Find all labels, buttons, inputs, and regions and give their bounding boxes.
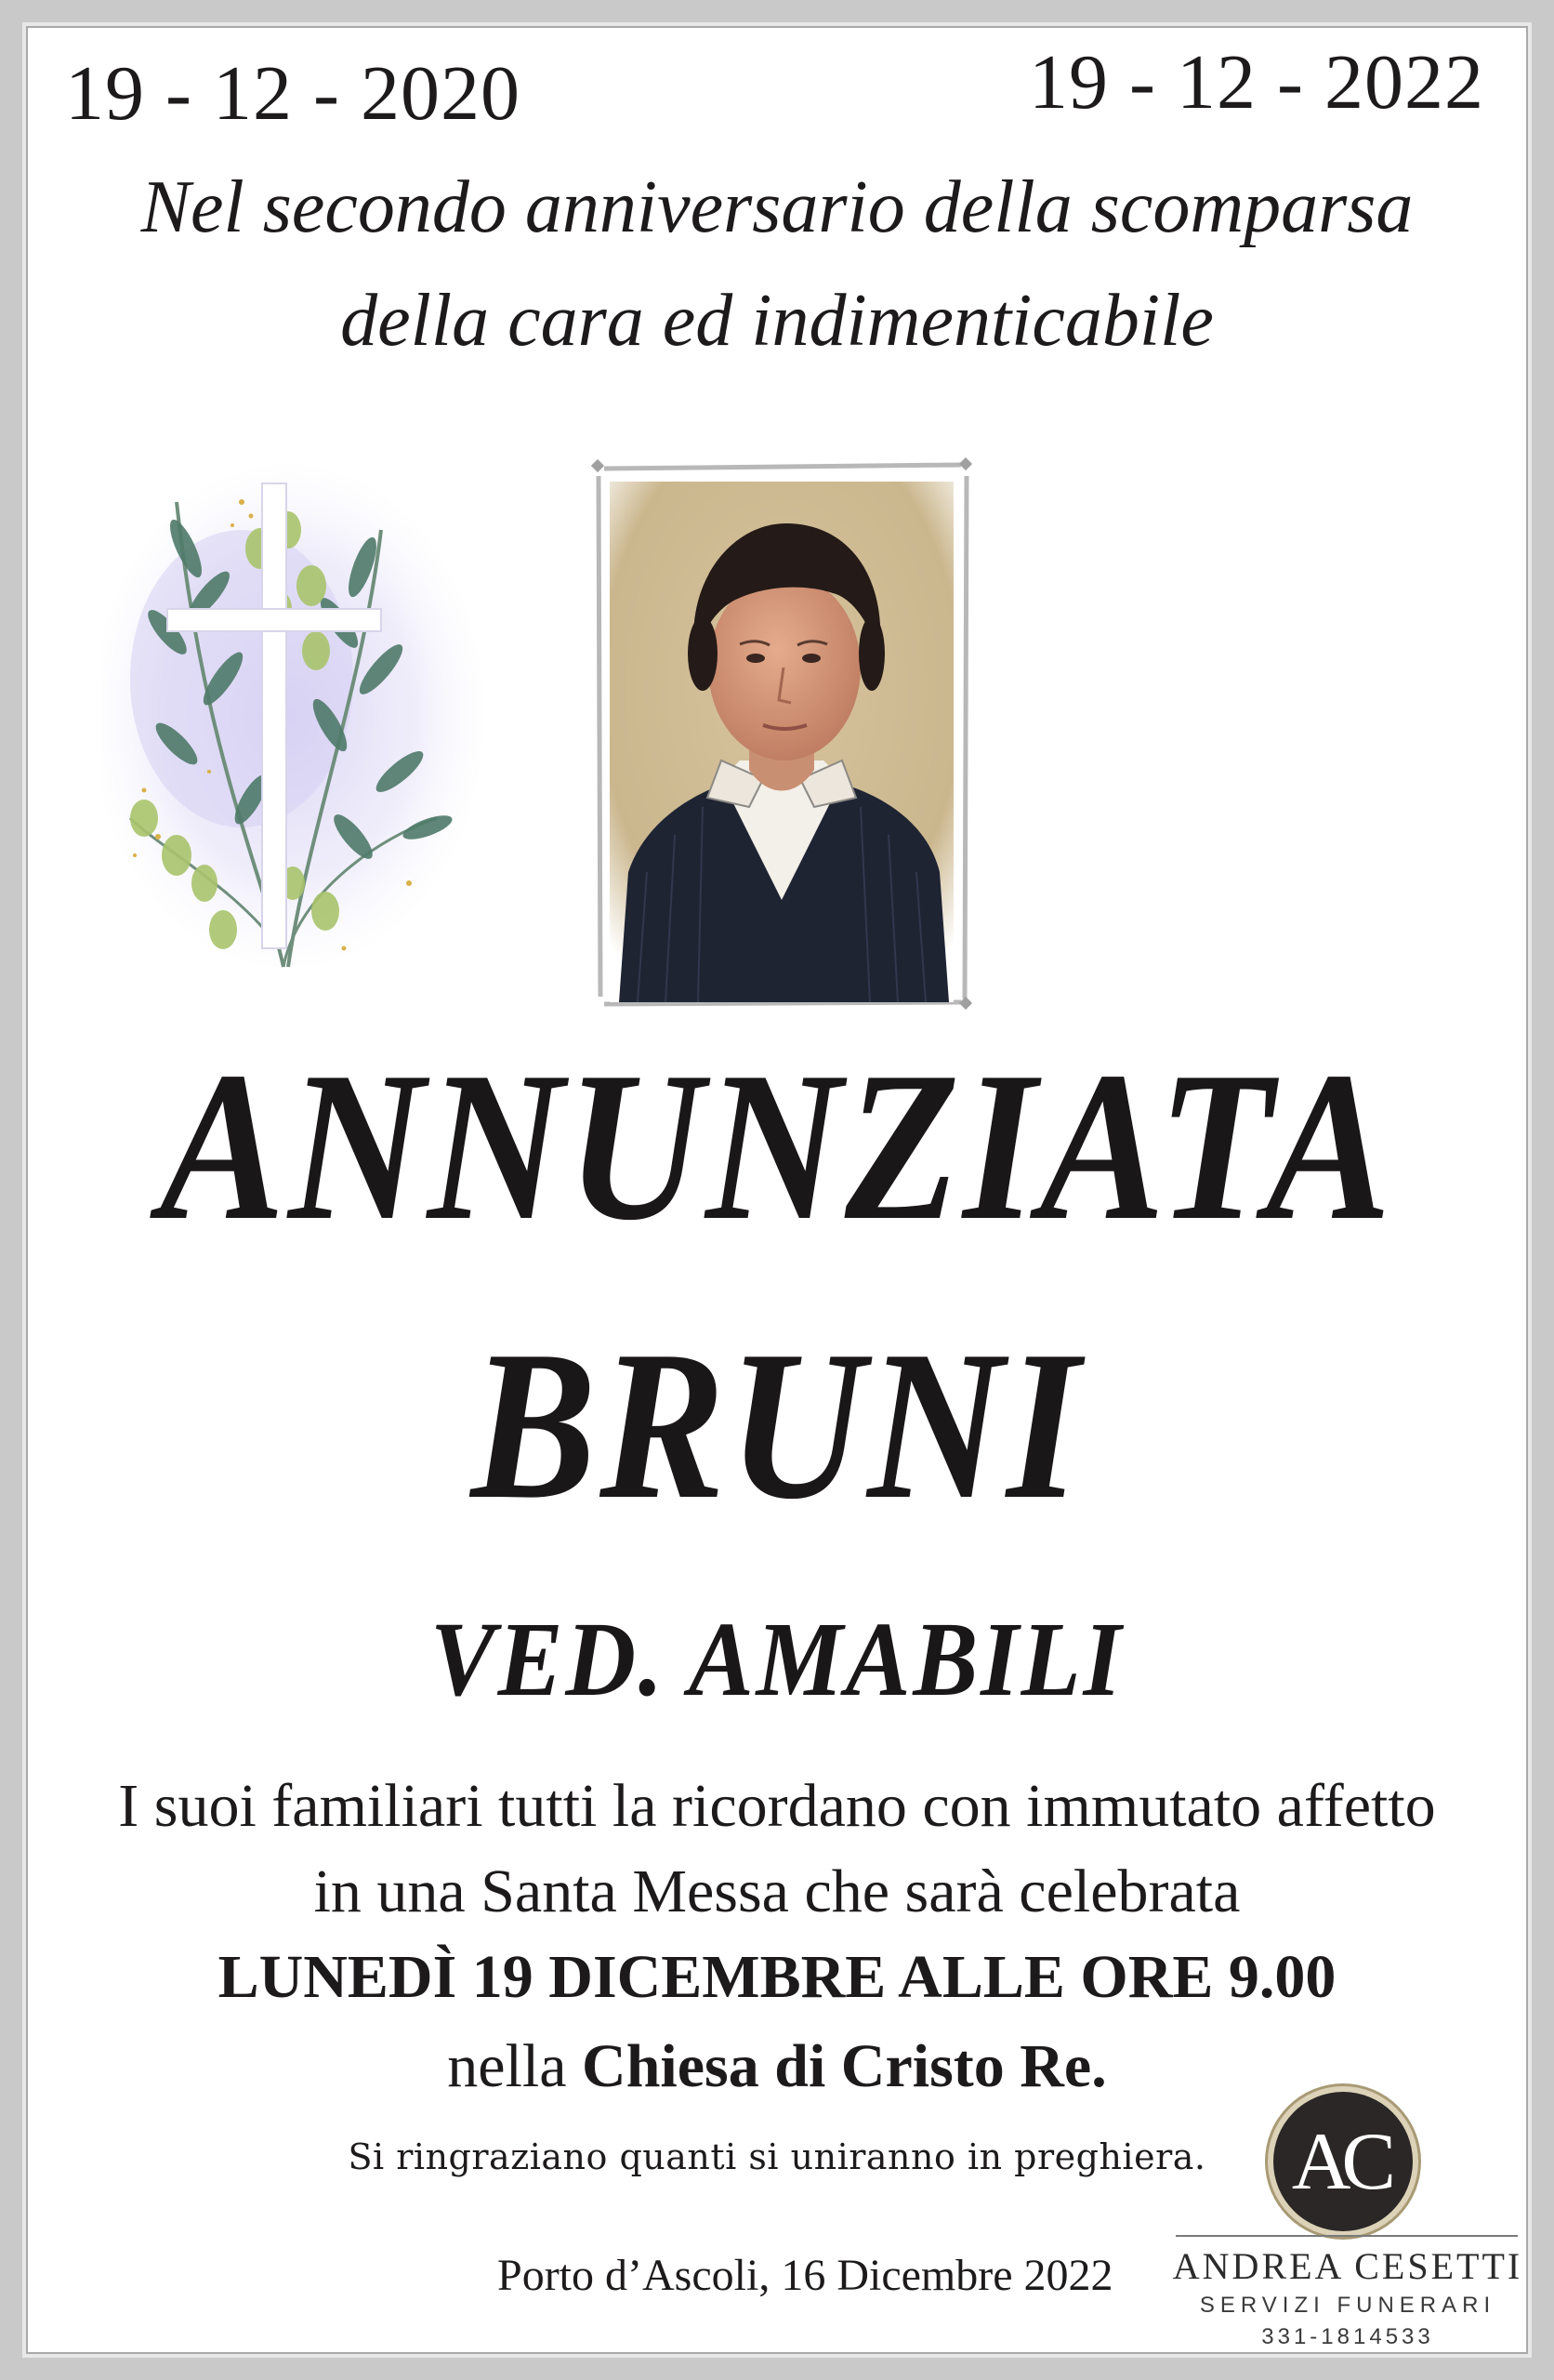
intro-line-1: Nel secondo anniversario della scomparsa <box>140 166 1414 248</box>
funeral-home-name: ANDREA CESETTI <box>1172 2245 1523 2287</box>
logo-monogram: AC <box>1291 2116 1388 2207</box>
thanks-note: Si ringraziano quanti si uniranno in preghiera. <box>348 2136 1206 2177</box>
deceased-widow-of: VED. AMABILI <box>429 1600 1125 1718</box>
mass-location-prefix: nella <box>447 2032 583 2100</box>
logo-divider <box>1176 2235 1518 2237</box>
mass-location <box>0 2032 1554 2100</box>
intro-line-2: della cara ed indimenticabile <box>340 280 1214 362</box>
funeral-home-logo <box>1273 2092 1413 2231</box>
mass-datetime: LUNEDÌ 19 DICEMBRE ALLE ORE 9.00 <box>217 1943 1337 2011</box>
funeral-home-subtitle: SERVIZI FUNERARI <box>1199 2293 1496 2318</box>
church-name: Chiesa di Cristo Re. <box>582 2032 1107 2100</box>
place-and-date: Porto d’Ascoli, 16 Dicembre 2022 <box>497 2251 1113 2300</box>
message-line-2: in una Santa Messa che sarà celebrata <box>313 1858 1241 1925</box>
death-date: 19 - 12 - 2020 <box>65 50 520 137</box>
portrait-photo <box>610 482 954 1002</box>
message-line-1: I suoi familiari tutti la ricordano con immutato affetto <box>118 1772 1436 1840</box>
deceased-last-name: BRUNI <box>470 1306 1084 1543</box>
funeral-home-phone: 331-1814533 <box>1261 2324 1434 2349</box>
deceased-first-name: ANNUNZIATA <box>159 1027 1395 1264</box>
anniversary-date: 19 - 12 - 2022 <box>1029 39 1484 126</box>
cross-with-leaves-icon <box>102 446 511 985</box>
